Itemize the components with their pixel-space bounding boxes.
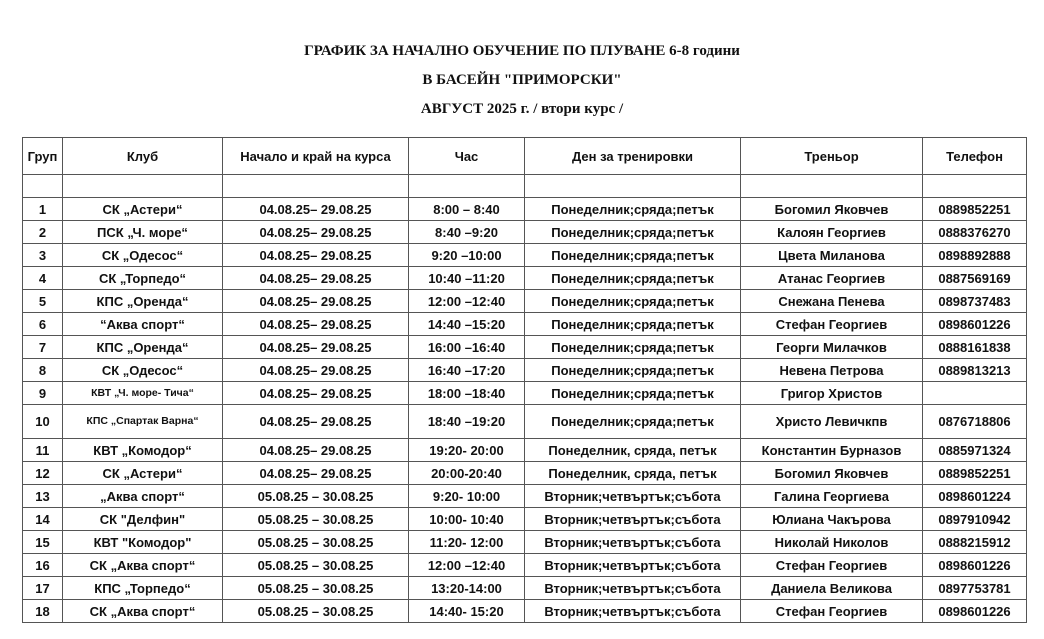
days-cell: Вторник;четвъртък;събота: [525, 508, 741, 531]
club-cell: СК „Торпедо“: [63, 267, 223, 290]
table-row: [23, 336, 1027, 359]
club-cell: СК „Одесос“: [63, 244, 223, 267]
group-cell: 15: [23, 531, 63, 554]
period-cell: 05.08.25 – 30.08.25: [223, 531, 409, 554]
club-cell: „Аква спорт“: [63, 485, 223, 508]
days-cell: Вторник;четвъртък;събота: [525, 600, 741, 623]
period-cell: 04.08.25– 29.08.25: [223, 221, 409, 244]
club-cell: СК „Аква спорт“: [63, 554, 223, 577]
group-cell: 11: [23, 439, 63, 462]
phone-cell: 0889852251: [923, 198, 1027, 221]
phone-cell: 0888376270: [923, 221, 1027, 244]
table-row: [23, 554, 1027, 577]
group-cell: 9: [23, 382, 63, 405]
phone-cell: 0897753781: [923, 577, 1027, 600]
club-cell: ПСК „Ч. море“: [63, 221, 223, 244]
group-cell: 5: [23, 290, 63, 313]
header-club: Клуб: [63, 138, 223, 175]
days-cell: Понеделник;сряда;петък: [525, 382, 741, 405]
table-header-row: [23, 138, 1027, 175]
phone-cell: 0898601224: [923, 485, 1027, 508]
days-cell: Вторник;четвъртък;събота: [525, 531, 741, 554]
days-cell: Понеделник;сряда;петък: [525, 244, 741, 267]
days-cell: Понеделник, сряда, петък: [525, 439, 741, 462]
phone-cell: [923, 382, 1027, 405]
schedule-table: [22, 137, 1027, 623]
time-cell: 9:20- 10:00: [409, 485, 525, 508]
club-cell: КВТ „Комодор“: [63, 439, 223, 462]
table-row: [23, 290, 1027, 313]
time-cell: 12:00 –12:40: [409, 554, 525, 577]
coach-cell: Христо Левичкпв: [741, 405, 923, 439]
header-group: Груп: [23, 138, 63, 175]
table-row: [23, 439, 1027, 462]
group-cell: 1: [23, 198, 63, 221]
group-cell: 8: [23, 359, 63, 382]
club-cell: СК „Астери“: [63, 198, 223, 221]
table-row: [23, 600, 1027, 623]
phone-cell: 0898737483: [923, 290, 1027, 313]
table-row: [23, 531, 1027, 554]
coach-cell: Стефан Георгиев: [741, 600, 923, 623]
time-cell: 19:20- 20:00: [409, 439, 525, 462]
coach-cell: Богомил Яковчев: [741, 462, 923, 485]
document-subtitle-venue: В БАСЕЙН "ПРИМОРСКИ": [422, 72, 622, 88]
phone-cell: 0885971324: [923, 439, 1027, 462]
table-row: [23, 382, 1027, 405]
group-cell: 10: [23, 405, 63, 439]
coach-cell: Атанас Георгиев: [741, 267, 923, 290]
phone-cell: 0898892888: [923, 244, 1027, 267]
table-row: [23, 359, 1027, 382]
period-cell: 05.08.25 – 30.08.25: [223, 485, 409, 508]
header-phone: Телефон: [923, 138, 1027, 175]
coach-cell: Невена Петрова: [741, 359, 923, 382]
time-cell: 12:00 –12:40: [409, 290, 525, 313]
phone-cell: 0898601226: [923, 554, 1027, 577]
period-cell: 04.08.25– 29.08.25: [223, 267, 409, 290]
time-cell: 18:00 –18:40: [409, 382, 525, 405]
coach-cell: Даниела Великова: [741, 577, 923, 600]
days-cell: Понеделник;сряда;петък: [525, 221, 741, 244]
header-coach: Треньор: [741, 138, 923, 175]
coach-cell: Снежана Пенева: [741, 290, 923, 313]
group-cell: 2: [23, 221, 63, 244]
period-cell: 05.08.25 – 30.08.25: [223, 577, 409, 600]
time-cell: 8:40 –9:20: [409, 221, 525, 244]
club-cell: КВТ „Ч. море- Тича“: [63, 382, 223, 405]
phone-cell: 0876718806: [923, 405, 1027, 439]
coach-cell: Стефан Георгиев: [741, 554, 923, 577]
period-cell: 04.08.25– 29.08.25: [223, 462, 409, 485]
coach-cell: Георги Милачков: [741, 336, 923, 359]
time-cell: 10:40 –11:20: [409, 267, 525, 290]
period-cell: 04.08.25– 29.08.25: [223, 198, 409, 221]
header-time: Час: [409, 138, 525, 175]
time-cell: 14:40 –15:20: [409, 313, 525, 336]
coach-cell: Богомил Яковчев: [741, 198, 923, 221]
table-row: [23, 221, 1027, 244]
period-cell: 05.08.25 – 30.08.25: [223, 600, 409, 623]
time-cell: 13:20-14:00: [409, 577, 525, 600]
club-cell: КПС „Спартак Варна“: [63, 405, 223, 439]
phone-cell: 0897910942: [923, 508, 1027, 531]
table-row: [23, 313, 1027, 336]
club-cell: КПС „Оренда“: [63, 336, 223, 359]
coach-cell: Цвета Миланова: [741, 244, 923, 267]
phone-cell: 0889852251: [923, 462, 1027, 485]
phone-cell: 0898601226: [923, 600, 1027, 623]
club-cell: СК „Астери“: [63, 462, 223, 485]
coach-cell: Калоян Георгиев: [741, 221, 923, 244]
club-cell: “Аква спорт“: [63, 313, 223, 336]
coach-cell: Стефан Георгиев: [741, 313, 923, 336]
time-cell: 11:20- 12:00: [409, 531, 525, 554]
time-cell: 16:40 –17:20: [409, 359, 525, 382]
group-cell: 6: [23, 313, 63, 336]
phone-cell: 0887569169: [923, 267, 1027, 290]
days-cell: Понеделник;сряда;петък: [525, 267, 741, 290]
phone-cell: 0888161838: [923, 336, 1027, 359]
period-cell: 05.08.25 – 30.08.25: [223, 554, 409, 577]
group-cell: 12: [23, 462, 63, 485]
days-cell: Понеделник;сряда;петък: [525, 290, 741, 313]
table-row: [23, 485, 1027, 508]
table-row: [23, 244, 1027, 267]
document-subtitle-period: АВГУСТ 2025 г. / втори курс /: [420, 101, 624, 117]
days-cell: Вторник;четвъртък;събота: [525, 577, 741, 600]
club-cell: КВТ "Комодор": [63, 531, 223, 554]
phone-cell: 0889813213: [923, 359, 1027, 382]
period-cell: 04.08.25– 29.08.25: [223, 313, 409, 336]
period-cell: 04.08.25– 29.08.25: [223, 382, 409, 405]
days-cell: Понеделник;сряда;петък: [525, 405, 741, 439]
coach-cell: Галина Георгиева: [741, 485, 923, 508]
group-cell: 14: [23, 508, 63, 531]
coach-cell: Николай Николов: [741, 531, 923, 554]
period-cell: 04.08.25– 29.08.25: [223, 336, 409, 359]
club-cell: СК "Делфин": [63, 508, 223, 531]
time-cell: 8:00 – 8:40: [409, 198, 525, 221]
days-cell: Понеделник;сряда;петък: [525, 198, 741, 221]
period-cell: 04.08.25– 29.08.25: [223, 359, 409, 382]
time-cell: 20:00-20:40: [409, 462, 525, 485]
period-cell: 04.08.25– 29.08.25: [223, 290, 409, 313]
days-cell: Понеделник;сряда;петък: [525, 336, 741, 359]
time-cell: 14:40- 15:20: [409, 600, 525, 623]
phone-cell: 0888215912: [923, 531, 1027, 554]
coach-cell: Константин Бурназов: [741, 439, 923, 462]
group-cell: 17: [23, 577, 63, 600]
time-cell: 18:40 –19:20: [409, 405, 525, 439]
coach-cell: Юлиана Чакърова: [741, 508, 923, 531]
document-title: ГРАФИК ЗА НАЧАЛНО ОБУЧЕНИЕ ПО ПЛУВАНЕ 6-8 години: [304, 43, 740, 59]
time-cell: 16:00 –16:40: [409, 336, 525, 359]
period-cell: 05.08.25 – 30.08.25: [223, 508, 409, 531]
group-cell: 7: [23, 336, 63, 359]
club-cell: СК „Одесос“: [63, 359, 223, 382]
coach-cell: Григор Христов: [741, 382, 923, 405]
period-cell: 04.08.25– 29.08.25: [223, 405, 409, 439]
table-row: [23, 462, 1027, 485]
table-row: [23, 405, 1027, 439]
group-cell: 4: [23, 267, 63, 290]
club-cell: КПС „Оренда“: [63, 290, 223, 313]
days-cell: Вторник;четвъртък;събота: [525, 554, 741, 577]
group-cell: 3: [23, 244, 63, 267]
group-cell: 13: [23, 485, 63, 508]
club-cell: СК „Аква спорт“: [63, 600, 223, 623]
table-row: [23, 198, 1027, 221]
table-row: [23, 577, 1027, 600]
days-cell: Вторник;четвъртък;събота: [525, 485, 741, 508]
period-cell: 04.08.25– 29.08.25: [223, 244, 409, 267]
club-cell: КПС „Торпедо“: [63, 577, 223, 600]
header-separator: [23, 175, 1027, 198]
phone-cell: 0898601226: [923, 313, 1027, 336]
table-row: [23, 508, 1027, 531]
group-cell: 16: [23, 554, 63, 577]
header-period: Начало и край на курса: [223, 138, 409, 175]
days-cell: Понеделник;сряда;петък: [525, 359, 741, 382]
days-cell: Понеделник, сряда, петък: [525, 462, 741, 485]
time-cell: 10:00- 10:40: [409, 508, 525, 531]
period-cell: 04.08.25– 29.08.25: [223, 439, 409, 462]
days-cell: Понеделник;сряда;петък: [525, 313, 741, 336]
time-cell: 9:20 –10:00: [409, 244, 525, 267]
group-cell: 18: [23, 600, 63, 623]
header-days: Ден за тренировки: [525, 138, 741, 175]
table-row: [23, 267, 1027, 290]
